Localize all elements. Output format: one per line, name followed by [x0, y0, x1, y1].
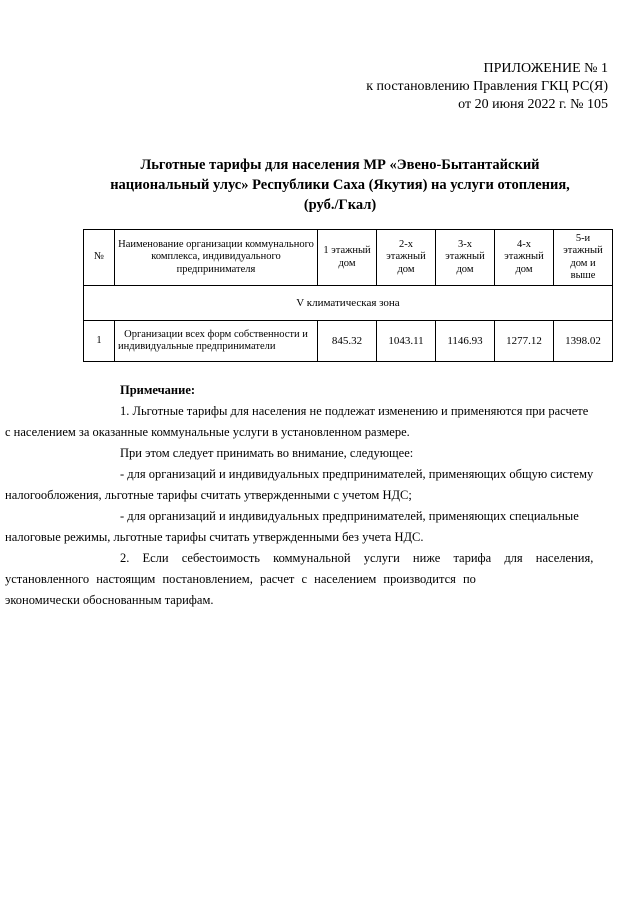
row-floor-2-value: 1043.11 — [377, 321, 436, 362]
appendix-title: ПРИЛОЖЕНИЕ № 1 — [483, 61, 608, 76]
note-3-line-2: налогообложения, льготные тарифы считать утвержденными с учетом НДС; — [5, 488, 412, 502]
title-line-3: (руб./Гкал) — [303, 197, 377, 213]
notes-section — [5, 380, 610, 611]
header-floor-1: 1 этажный дом — [318, 230, 377, 286]
note-1-line-1: 1. Льготные тарифы для населения не подлежат изменению и применяются при расчете — [120, 404, 589, 418]
header-floor-5: 5-и этажный дом и выше — [554, 230, 613, 286]
row-floor-4-value: 1277.12 — [495, 321, 554, 362]
note-2: При этом следует принимать во внимание, следующее: — [120, 446, 414, 460]
header-floor-3: 3-х этажный дом — [436, 230, 495, 286]
notes-heading: Примечание: — [120, 383, 196, 397]
note-5-line-2: установленного настоящим постановлением, расчет с населением производится по — [5, 572, 476, 586]
note-4-line-1: - для организаций и индивидуальных предпринимателей, применяющих специальные — [120, 509, 579, 523]
row-floor-3-value: 1146.93 — [436, 321, 495, 362]
row-floor-1-value: 845.32 — [318, 321, 377, 362]
appendix-date: от 20 июня 2022 г. № 105 — [458, 97, 608, 112]
note-5-line-1: 2. Если себестоимость коммунальной услуги ниже тарифа для населения, — [120, 551, 594, 565]
appendix-resolution: к постановлению Правления ГКЦ РС(Я) — [366, 79, 608, 94]
header-name: Наименование организации коммунального комплекса, индивидуального предпринимателя — [115, 230, 318, 286]
header-num: № — [84, 230, 115, 286]
climate-zone-label: V климатическая зона — [84, 286, 613, 321]
note-3-line-1: - для организаций и индивидуальных предпринимателей, применяющих общую систему — [120, 467, 594, 481]
row-num: 1 — [84, 321, 115, 362]
table-row — [84, 321, 613, 362]
document-title — [90, 155, 590, 215]
note-1-line-2: с населением за оказанные коммунальные услуги в установленном размере. — [5, 425, 410, 439]
climate-zone-row — [84, 286, 613, 321]
appendix-header — [366, 60, 608, 114]
row-floor-5-value: 1398.02 — [554, 321, 613, 362]
title-line-2: национальный улус» Республики Саха (Якутия) на услуги отопления, — [110, 177, 570, 193]
note-5-line-3: экономически обоснованным тарифам. — [5, 593, 214, 607]
header-floor-4: 4-х этажный дом — [495, 230, 554, 286]
note-4-line-2: налоговые режимы, льготные тарифы считать утвержденными без учета НДС. — [5, 530, 424, 544]
table-header-row — [84, 230, 613, 286]
tariff-table — [83, 229, 613, 362]
row-name: Организации всех форм собственности и индивидуальные предприниматели — [115, 321, 318, 362]
title-line-1: Льготные тарифы для населения МР «Эвено-Бытантайский — [140, 157, 540, 173]
header-floor-2: 2-х этажный дом — [377, 230, 436, 286]
